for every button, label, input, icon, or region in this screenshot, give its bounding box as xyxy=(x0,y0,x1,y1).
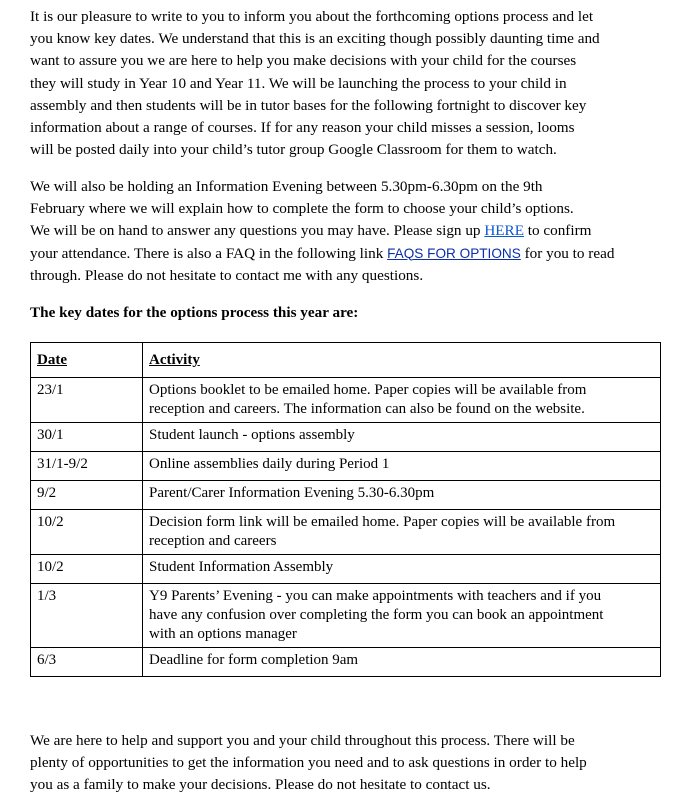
date-cell: 23/1 xyxy=(31,378,143,423)
table-row xyxy=(31,648,661,677)
activity-line: Y9 Parents’ Evening - you can make appointments with teachers and if you xyxy=(149,588,602,604)
evening-line: through. Please do not hesitate to contact me with any questions. xyxy=(30,266,424,284)
activity-cell xyxy=(143,378,661,423)
closing-line: We are here to help and support you and your child throughout this process. There will be xyxy=(30,732,575,749)
evening-line xyxy=(30,243,670,265)
activity-cell xyxy=(143,584,661,648)
activity-line: Student Information Assembly xyxy=(149,559,334,575)
signup-here-link[interactable]: HERE xyxy=(484,222,524,240)
activity-line: have any confusion over completing the form you can book an appointment xyxy=(149,607,604,623)
activity-line: Options booklet to be emailed home. Paper copies will be available from xyxy=(149,382,587,398)
activity-cell xyxy=(143,555,661,584)
intro-line: assembly and then students will be in tutor bases for the following fortnight to discover key xyxy=(30,96,587,114)
faq-options-link[interactable]: FAQS FOR OPTIONS xyxy=(387,245,521,261)
intro-line: want to assure you we are here to help you make decisions with your child for the courses xyxy=(30,52,577,70)
activity-column-header: Activity xyxy=(143,343,661,378)
date-cell: 9/2 xyxy=(31,481,143,510)
activity-line: reception and careers xyxy=(149,533,277,549)
table-row xyxy=(31,452,661,481)
evening-text: for you to read xyxy=(520,244,615,262)
intro-line: you know key dates. We understand that this is an exciting though possibly daunting time and xyxy=(30,30,600,48)
table-row xyxy=(31,555,661,584)
closing-line: you as a family to make your decisions. Please do not hesitate to contact us. xyxy=(30,776,491,794)
table-row xyxy=(31,481,661,510)
table-header-row xyxy=(31,343,661,378)
date-cell: 31/1-9/2 xyxy=(31,452,143,481)
activity-cell xyxy=(143,452,661,481)
evening-line: February where we will explain how to complete the form to choose your child’s options. xyxy=(30,200,574,218)
intro-line: they will study in Year 10 and Year 11. We will be launching the process to your child in xyxy=(30,74,567,92)
activity-line: Decision form link will be emailed home. Paper copies will be available from xyxy=(149,514,616,530)
closing-line: plenty of opportunities to get the information you need and to ask questions in order to help xyxy=(30,754,587,772)
intro-line: information about a range of courses. If for any reason your child misses a session, looms xyxy=(30,119,575,137)
activity-line: Online assemblies daily during Period 1 xyxy=(149,456,390,472)
evening-text: We will be on hand to answer any questions you may have. Please sign up xyxy=(30,222,485,240)
evening-paragraph xyxy=(30,176,670,287)
date-cell: 6/3 xyxy=(31,648,143,677)
key-dates-table xyxy=(30,342,661,677)
closing-paragraph xyxy=(30,730,670,797)
intro-line: will be posted daily into your child’s tutor group Google Classroom for them to watch. xyxy=(30,141,557,159)
evening-line: We will also be holding an Information Evening between 5.30pm-6.30pm on the 9th xyxy=(30,178,543,195)
key-dates-heading: The key dates for the options process this year are: xyxy=(30,304,359,321)
activity-cell xyxy=(143,481,661,510)
table-row xyxy=(31,423,661,452)
date-column-header: Date xyxy=(31,343,143,378)
activity-line: with an options manager xyxy=(149,626,297,642)
evening-text: to confirm xyxy=(523,222,592,240)
activity-line: reception and careers. The information can also be found on the website. xyxy=(149,401,585,417)
table-row xyxy=(31,584,661,648)
date-cell: 30/1 xyxy=(31,423,143,452)
intro-paragraph xyxy=(30,6,670,161)
date-cell: 1/3 xyxy=(31,584,143,648)
evening-text: your attendance. There is also a FAQ in the following link xyxy=(30,244,388,262)
evening-line xyxy=(30,220,670,242)
date-cell: 10/2 xyxy=(31,555,143,584)
date-cell: 10/2 xyxy=(31,510,143,555)
activity-cell xyxy=(143,510,661,555)
activity-line: Parent/Carer Information Evening 5.30-6.30pm xyxy=(149,485,435,501)
table-row xyxy=(31,510,661,555)
activity-line: Deadline for form completion 9am xyxy=(149,652,359,668)
table-row xyxy=(31,378,661,423)
activity-cell xyxy=(143,423,661,452)
activity-cell xyxy=(143,648,661,677)
activity-line: Student launch - options assembly xyxy=(149,427,355,443)
intro-line: It is our pleasure to write to you to inform you about the forthcoming options process and let xyxy=(30,8,594,25)
